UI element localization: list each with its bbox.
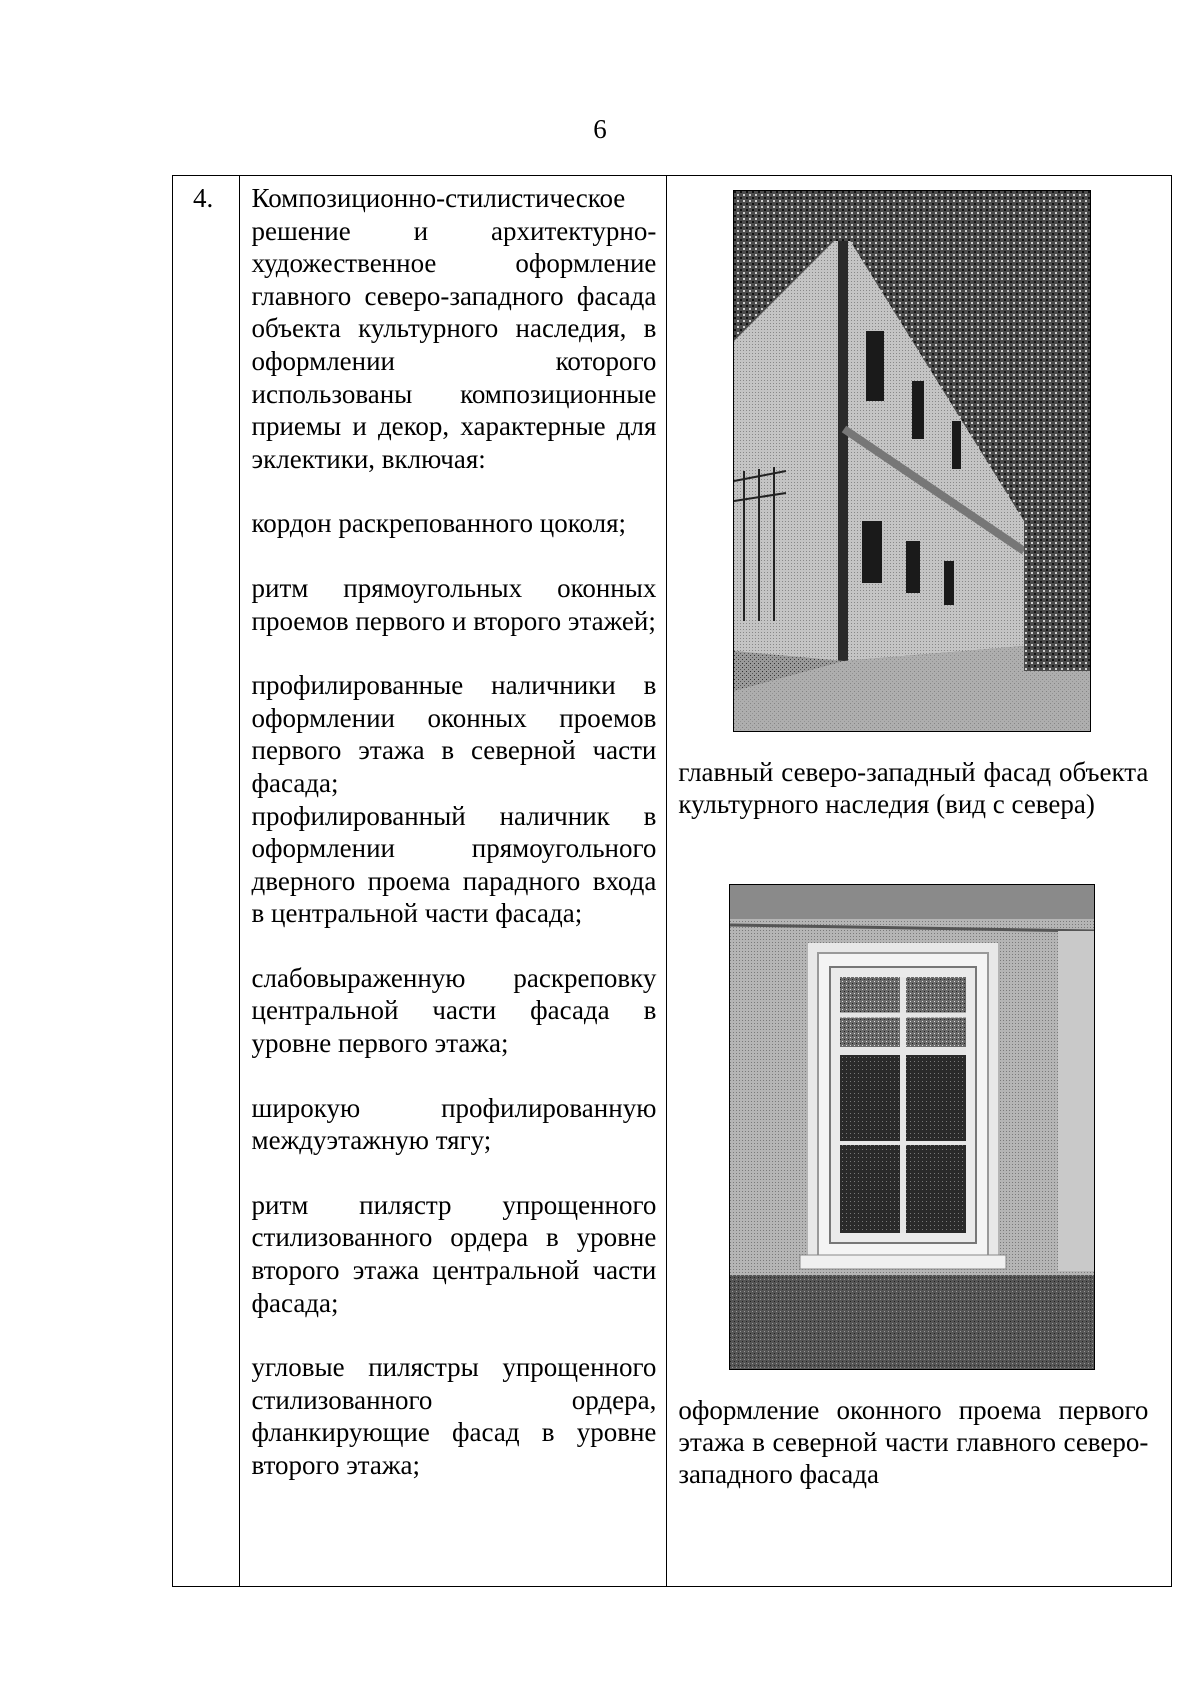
list-item: ритм пилястр упрощенного стилизованного ордера в уровне второго этажа центральной части фасада; bbox=[251, 1189, 657, 1318]
list-item: кордон раскрепованного цоколя; bbox=[251, 508, 627, 539]
photo-caption: оформление оконного проема первого этажа в северной части главного северо-западного фасада bbox=[678, 1395, 1149, 1489]
list-item: профилированный наличник в оформлении прямоугольного дверного проема парадного входа в центральной части фасада; bbox=[251, 800, 657, 929]
list-item: широкую профилированную междуэтажную тягу; bbox=[251, 1092, 657, 1156]
table-row bbox=[173, 176, 1172, 1587]
photo-caption: главный северо-западный фасад объекта культурного наследия (вид с севера) bbox=[678, 757, 1149, 819]
list-item: ритм прямоугольных оконных проемов первого и второго этажей; bbox=[251, 572, 657, 636]
list-item: угловые пилястры упрощенного стилизованного ордера, фланкирующие фасад в уровне второго этажа; bbox=[251, 1352, 657, 1480]
row-number: 4. bbox=[173, 176, 240, 1587]
intro-paragraph: Композиционно-стилистическое решение и архитектурно-художественное оформление главного северо-западного фасада объекта культурного наследия, в оформлении которого использованы композиционные приемы и декор, характерные для эклектики, включая: bbox=[251, 183, 657, 474]
facade-photo bbox=[733, 190, 1091, 732]
description-cell bbox=[239, 176, 667, 1587]
photo-cell bbox=[667, 176, 1172, 1587]
description-table bbox=[172, 175, 1172, 1587]
page-number: 6 bbox=[593, 114, 607, 144]
window-photo bbox=[729, 884, 1095, 1370]
list-item: профилированные наличники в оформлении оконных проемов первого этажа в северной части фасада; bbox=[251, 670, 657, 798]
list-item: слабовыраженную раскреповку центральной части фасада в уровне первого этажа; bbox=[251, 962, 657, 1059]
